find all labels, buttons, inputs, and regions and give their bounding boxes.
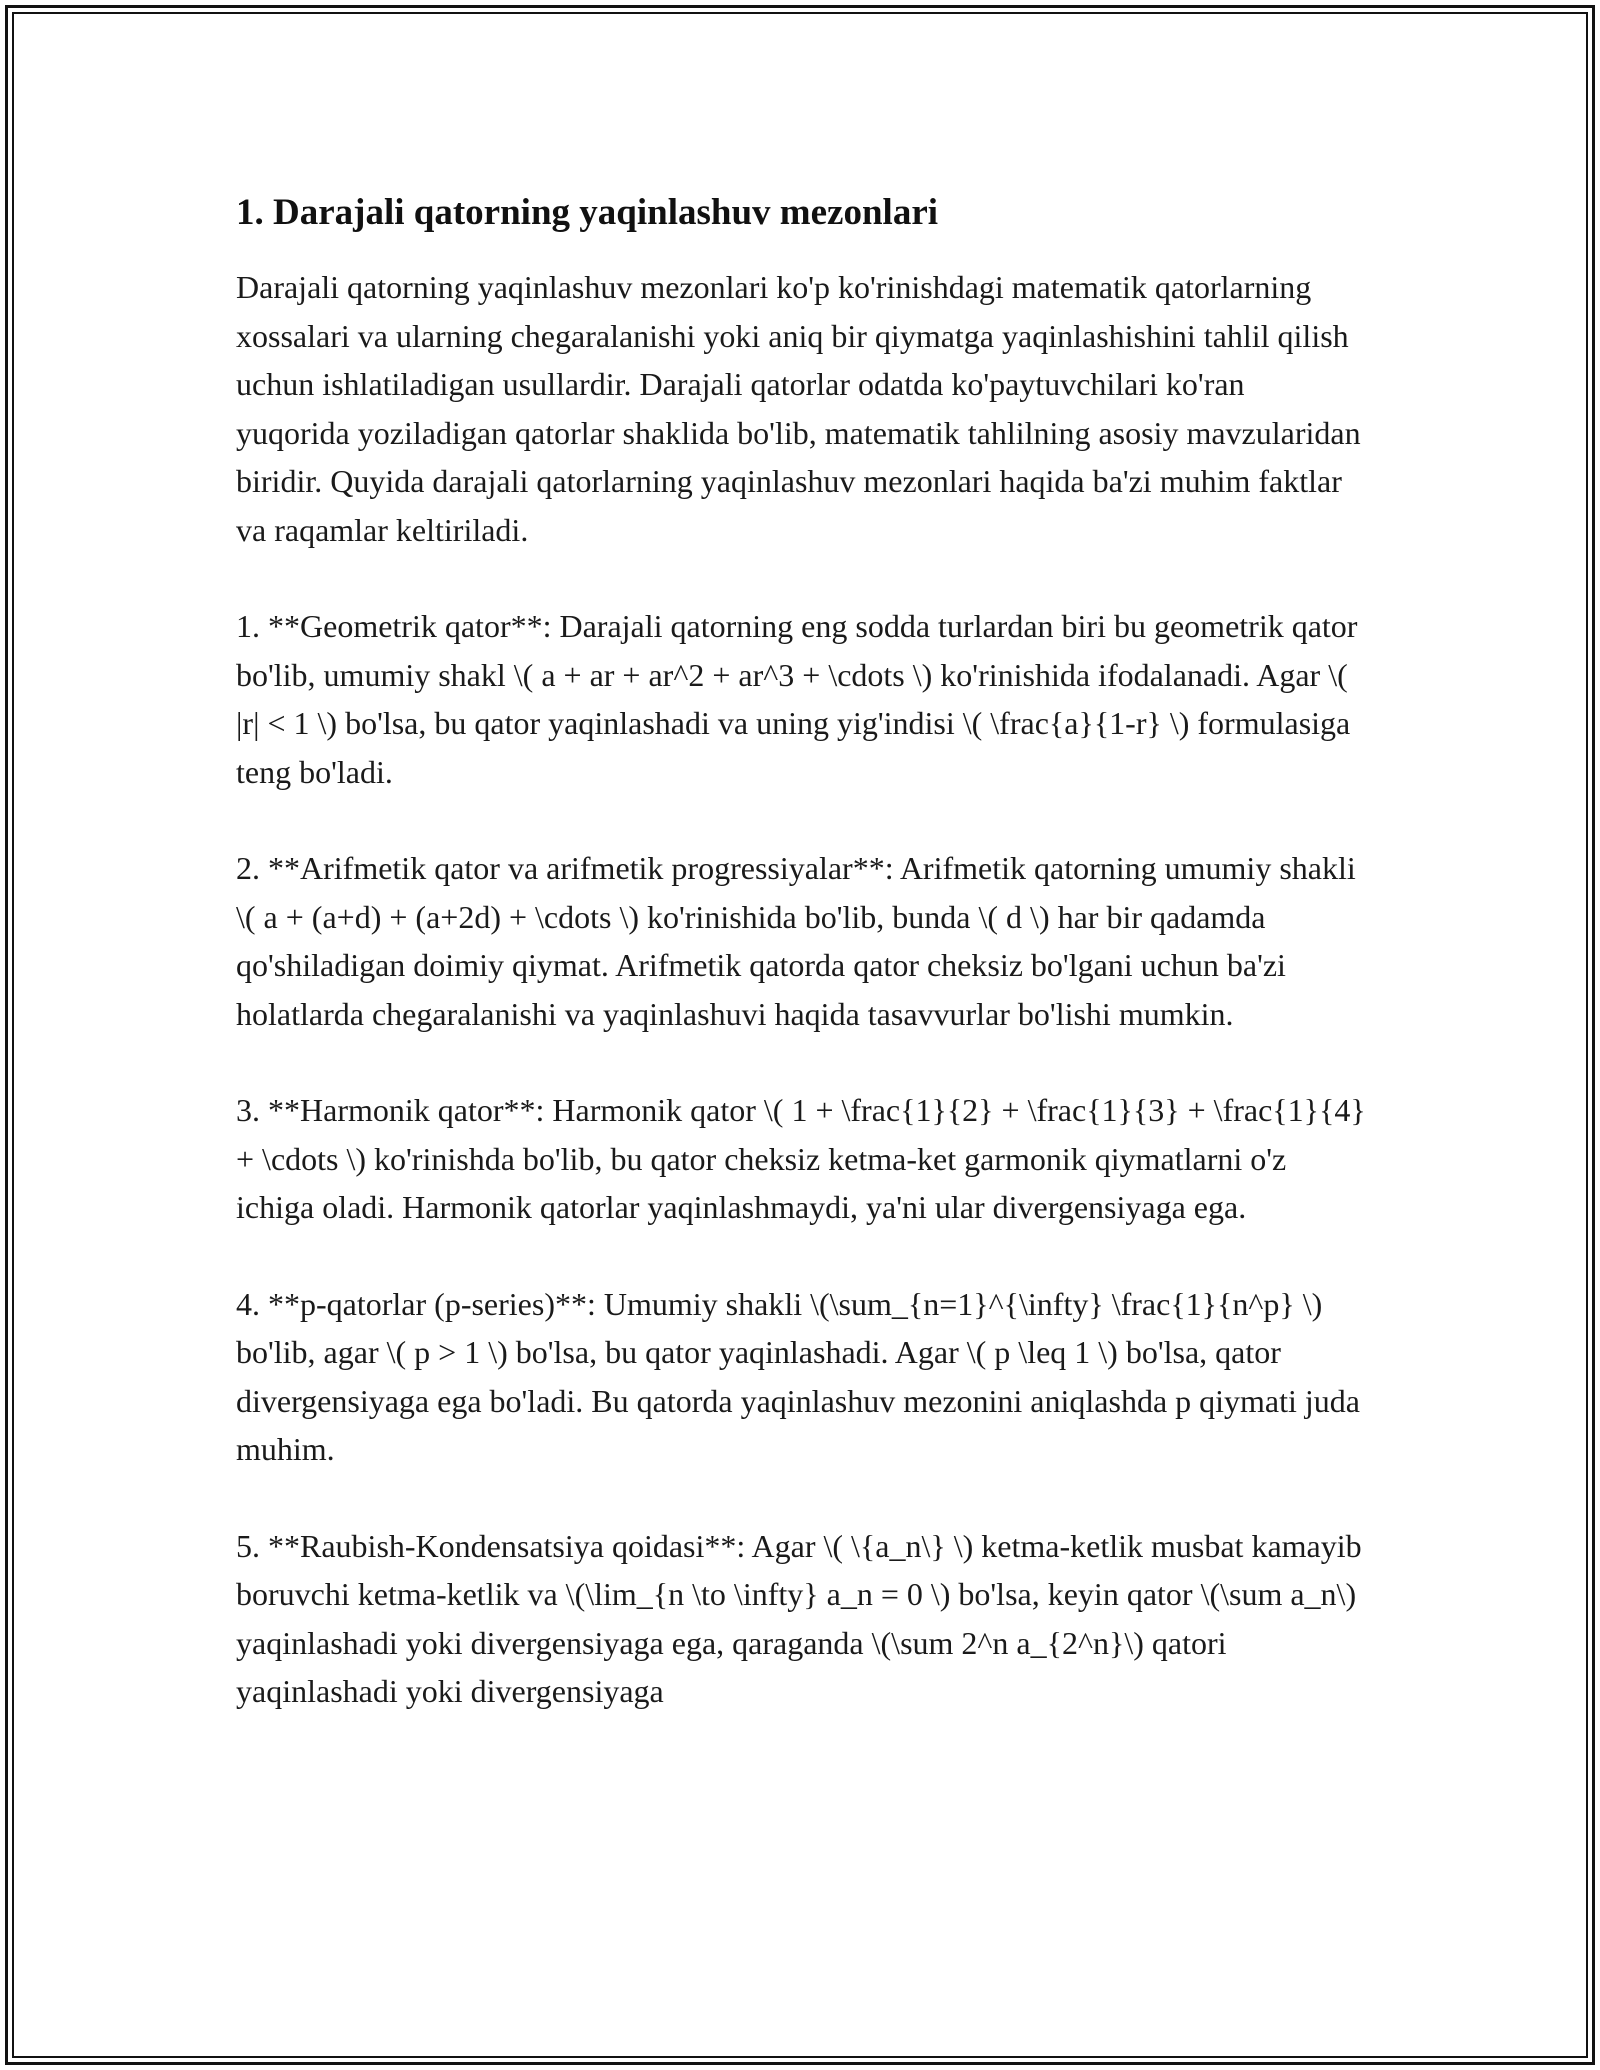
section-heading: 1. Darajali qatorning yaqinlashuv mezonlari [236, 192, 939, 233]
document-body [236, 185, 1366, 1764]
condensation-rule-paragraph: 5. **Raubish-Kondensatsiya qoidasi**: Agar \( \{a_n\} \) ketma-ketlik musbat kamayib boruvchi ketma-ketlik va \(\lim_{n \to \infty} a_n = 0 \) bo'lsa, keyin qator \(\sum a_n\) yaqinlashadi yoki divergensiyaga ega, qaraganda \(\sum 2^n a_{2^n}\) qatori yaqinlashadi yoki divergensiyaga [236, 1527, 1362, 1709]
arithmetic-series-paragraph: 2. **Arifmetik qator va arifmetik progressiyalar**: Arifmetik qatorning umumiy shakli \( a + (a+d) + (a+2d) + \cdots \) ko'rinishida bo'lib, bunda \( d \) har bir qadamda qo'shiladigan doimiy qiymat. Arifmetik qatorda qator cheksiz bo'lgani uchun ba'zi holatlarda chegaralanishi va yaqinlashuvi haqida tasavvurlar bo'lishi mumkin. [236, 850, 1356, 1032]
intro-paragraph: Darajali qatorning yaqinlashuv mezonlari ko'p ko'rinishdagi matematik qatorlarning xossalari va ularning chegaralanishi yoki aniq bir qiymatga yaqinlashishini tahlil qilish uchun ishlatiladigan usullardir. Darajali qatorlar odatda ko'paytuvchilari ko'ran yuqorida yoziladigan qatorlar shaklida bo'lib, matematik tahlilning asosiy mavzularidan biridir. Quyida darajali qatorlarning yaqinlashuv mezonlari haqida ba'zi muhim faktlar va raqamlar keltiriladi. [236, 269, 1361, 548]
harmonic-series-paragraph: 3. **Harmonik qator**: Harmonik qator \( 1 + \frac{1}{2} + \frac{1}{3} + \frac{1}{4} + \cdots \) ko'rinishda bo'lib, bu qator cheksiz ketma-ket garmonik qiymatlarni o'z ichiga oladi. Harmonik qatorlar yaqinlashmaydi, ya'ni ular divergensiyaga ega. [236, 1092, 1366, 1225]
geometric-series-paragraph: 1. **Geometrik qator**: Darajali qatorning eng sodda turlardan biri bu geometrik qator bo'lib, umumiy shakl \( a + ar + ar^2 + ar^3 + \cdots \) ko'rinishida ifodalanadi. Agar \( |r| < 1 \) bo'lsa, bu qator yaqinlashadi va uning yig'indisi \( \frac{a}{1-r} \) formulasiga teng bo'ladi. [236, 608, 1358, 790]
p-series-paragraph: 4. **p-qatorlar (p-series)**: Umumiy shakli \(\sum_{n=1}^{\infty} \frac{1}{n^p} \) bo'lib, agar \( p > 1 \) bo'lsa, bu qator yaqinlashadi. Agar \( p \leq 1 \) bo'lsa, qator divergensiyaga ega bo'ladi. Bu qatorda yaqinlashuv mezonini aniqlashda p qiymati juda muhim. [236, 1285, 1360, 1467]
